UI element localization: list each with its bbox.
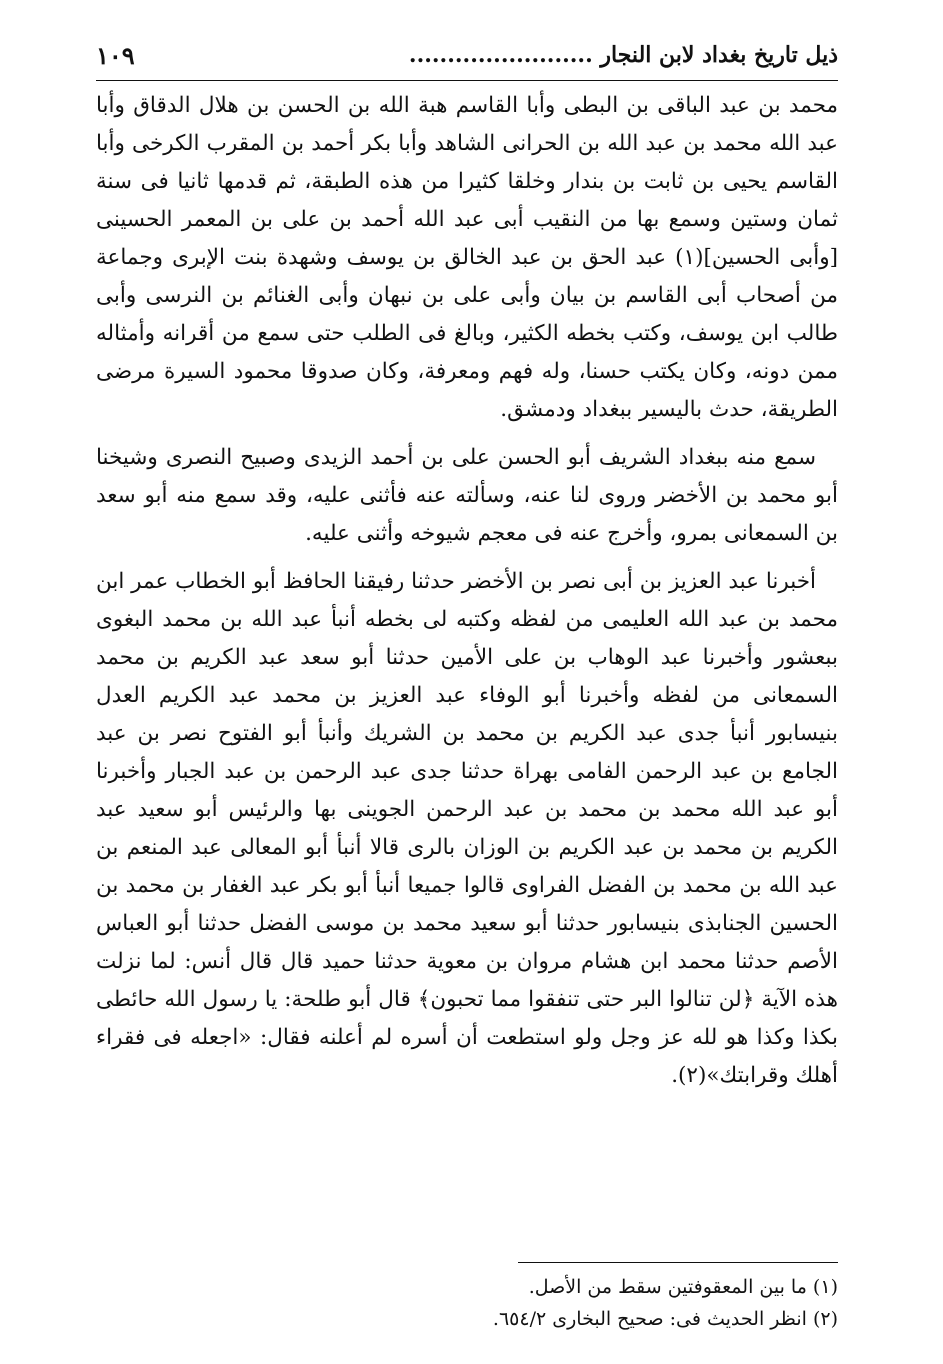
paragraph-hadith-chain: أخبرنا عبد العزيز بن أبى نصر بن الأخضر حدثنا رفيقنا الحافظ أبو الخطاب عمر ابن محمد بن عبد الله العليمى من لفظه وكتبه لى بخطه أنبأ عبد الله بن محمد البغوى ببعشور وأخبرنا عبد الوهاب بن على الأمين حدثنا أبو سعد عبد الكريم بن محمد السمعانى من لفظه وأخبرنا أبو الوفاء عبد العزيز بن محمد عبد الكريم العدل بنيسابور أنبأ جدى عبد الكريم بن محمد بن الشريك وأنبأ أبو الفتوح نصر بن عبد الجامع بن عبد الرحمن الفامى بهراة حدثنا جدى عبد الرحمن بن عبد الجبار وأخبرنا أبو عبد الله محمد بن محمد بن عبد الرحمن الجوينى بها والرئيس أبو سعيد عبد الكريم بن محمد بن عبد الكريم بن الوزان بالرى قالا أنبأ أبو المعالى عبد المنعم بن عبد الله بن محمد بن الفضل الفراوى قالوا جميعا أنبأ أبو بكر عبد الغفار بن محمد بن الحسين الجنابذى بنيسابور حدثنا أبو سعيد محمد بن موسى الفضل حدثنا أبو العباس الأصم حدثنا محمد ابن هشام مروان بن معوية حدثنا حميد قال قال أنس: لما نزلت هذه الآية ﴿لن تنالوا البر حتى تنفقوا مما تحبون﴾ قال أبو طلحة: يا رسول الله حائطى بكذا وكذا هو لله عز وجل ولو استطعت أن أسره لم أعلنه فقال: «اجعله فى فقراء أهلك وقرابتك»(٢). [96,569,838,1088]
running-header [96,30,838,81]
running-title: ذيل تاريخ بغداد لابن النجار ........................ [408,42,838,68]
footnote-2: (٢) انظر الحديث فى: صحيح البخارى ٦٥٤/٢. [492,1308,838,1330]
book-page [96,30,838,1340]
page-number: ١٠٩ [96,40,135,70]
paragraph-biography: محمد بن عبد الباقى بن البطى وأبا القاسم هبة الله بن الحسن بن هلال الدقاق وأبا عبد الله محمد بن عبد الله بن الحرانى الشاهد وأبا بكر أحمد بن المقرب الكرخى وأبا القاسم يحيى بن ثابت بن بندار وخلقا كثيرا من هذه الطبقة، ثم قدمها ثانيا فى سنة ثمان وستين وسمع بها من النقيب أبى عبد الله أحمد بن على بن المعمر الحسينى [وأبى الحسين](١) عبد الحق بن عبد الخالق بن يوسف وشهدة بنت الإبرى وجماعة من أصحاب أبى القاسم بن بيان وأبى على بن نبهان وأبى الغنائم بن النرسى وأبى طالب ابن يوسف، وكتب بخطه الكثير، وبالغ فى الطلب حتى سمع من أقرانه وأمثاله ممن دونه، وكان يكتب حسنا، وله فهم ومعرفة، وكان صدوقا محمود السيرة مرضى الطريقة، حدث باليسير ببغداد ودمشق. [96,93,838,422]
footnote-1: (١) ما بين المعقوفتين سقط من الأصل. [528,1276,838,1298]
footnotes [96,1262,838,1335]
footnote-divider [518,1262,838,1263]
main-text [96,87,838,1095]
paragraph-students: سمع منه ببغداد الشريف أبو الحسن على بن أحمد الزيدى وصبيح النصرى وشيخنا أبو محمد بن الأخضر وروى لنا عنه، وسألته عنه فأثنى عليه، وقد سمع منه أبو سعد بن السمعانى بمرو، وأخرج عنه فى معجم شيوخه وأثنى عليه. [96,445,838,546]
